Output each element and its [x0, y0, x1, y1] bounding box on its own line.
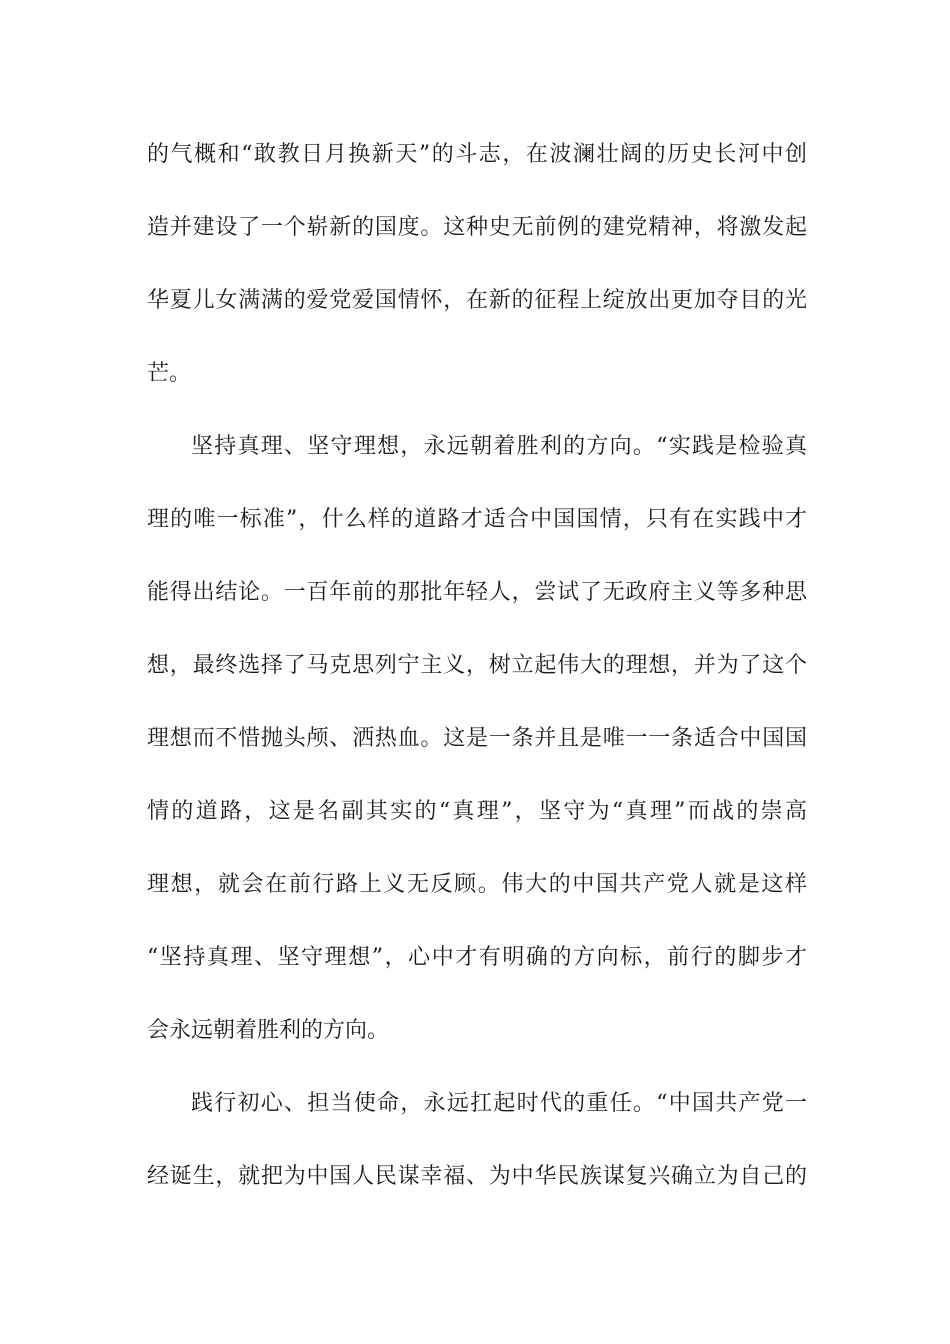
- text-line: 芒。: [147, 361, 192, 386]
- text-line: 经诞生，就把为中国人民谋幸福、为中华民族谋复兴确立为自己的: [147, 1164, 807, 1189]
- text-line: 华夏儿女满满的爱党爱国情怀，在新的征程上绽放出更加夺目的光: [147, 288, 807, 313]
- text-line: 造并建设了一个崭新的国度。这种史无前例的建党精神，将激发起: [147, 215, 807, 240]
- text-line: 理想，就会在前行路上义无反顾。伟大的中国共产党人就是这样: [147, 872, 807, 897]
- text-line: 理想而不惜抛头颅、洒热血。这是一条并且是唯一一条适合中国国: [147, 726, 807, 751]
- paragraph-first-line: 坚持真理、坚守理想，永远朝着胜利的方向。“实践是检验真: [191, 434, 807, 459]
- text-line: 情的道路，这是名副其实的“真理”，坚守为“真理”而战的崇高: [147, 799, 807, 824]
- paragraph-first-line: 践行初心、担当使命，永远扛起时代的重任。“中国共产党一: [191, 1091, 807, 1116]
- text-line: 会永远朝着胜利的方向。: [147, 1018, 390, 1043]
- text-line: 想，最终选择了马克思列宁主义，树立起伟大的理想，并为了这个: [147, 653, 807, 678]
- text-line: 理的唯一标准”，什么样的道路才适合中国国情，只有在实践中才: [147, 507, 807, 532]
- text-line: 能得出结论。一百年前的那批年轻人，尝试了无政府主义等多种思: [147, 580, 807, 605]
- text-line: “坚持真理、坚守理想”，心中才有明确的方向标，前行的脚步才: [147, 945, 807, 970]
- text-line: 的气概和“敢教日月换新天”的斗志，在波澜壮阔的历史长河中创: [147, 142, 807, 167]
